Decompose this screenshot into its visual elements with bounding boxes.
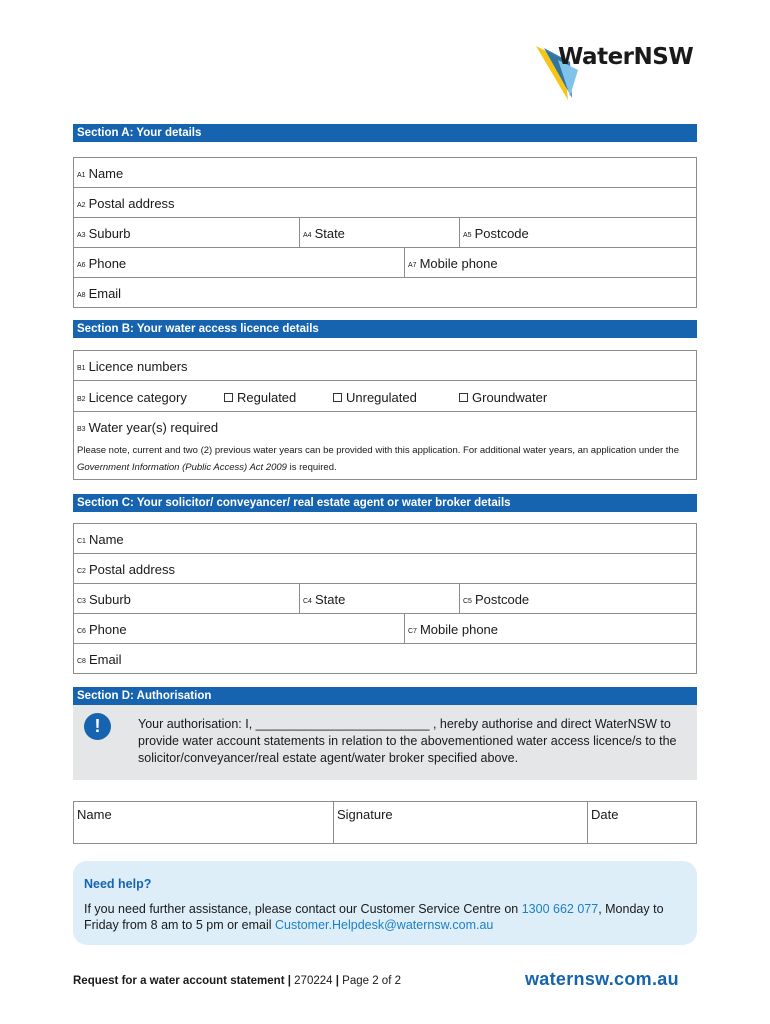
- checkbox-icon[interactable]: [333, 393, 342, 402]
- field-a6-phone[interactable]: A6 Phone: [77, 256, 127, 271]
- field-a7-mobile-phone[interactable]: A7 Mobile phone: [404, 248, 696, 277]
- section-a-table: [73, 157, 697, 308]
- row-a3-a5: [74, 218, 696, 248]
- row-c2: [74, 554, 696, 584]
- water-year-note: Please note, current and two (2) previous water years can be provided with this application. For additional water years, an application under the Government Information (Public Access) Act 2009 is required.: [77, 445, 680, 473]
- help-box: [73, 861, 697, 945]
- section-a-header: Section A: Your details: [73, 124, 697, 142]
- signature-table: [73, 801, 697, 844]
- authorisation-text: Your authorisation: I, _________________________ , hereby authorise and direct WaterNSW to provide water account statements in relation to the abovementioned water access licence/s to the solicitor/conveyancer/real estate agent/water broker specified above.: [138, 717, 677, 765]
- row-b2: [74, 381, 696, 412]
- website-url[interactable]: waternsw.com.au: [525, 969, 679, 989]
- section-c-table: [73, 523, 697, 674]
- field-a5-postcode[interactable]: A5 Postcode: [459, 218, 696, 247]
- field-c7-mobile-phone[interactable]: C7 Mobile phone: [404, 614, 696, 643]
- checkbox-groundwater[interactable]: Groundwater: [459, 390, 547, 405]
- field-a8-email[interactable]: A8 Email: [77, 286, 122, 301]
- checkbox-icon[interactable]: [224, 393, 233, 402]
- section-b-header: Section B: Your water access licence details: [73, 320, 697, 338]
- section-c-header: Section C: Your solicitor/ conveyancer/ real estate agent or water broker details: [73, 494, 697, 512]
- row-a8: [74, 278, 696, 308]
- section-d-header: Section D: Authorisation: [73, 687, 697, 705]
- footer: Request for a water account statement | 270224 | Page 2 of 2: [73, 975, 401, 987]
- field-b3-water-years[interactable]: B3 Water year(s) required Please note, current and two (2) previous water years can be provided with this application. For additional water years, an application under the Government Information (Public Access) Act 2009 is required.: [74, 412, 696, 479]
- row-b1: [74, 351, 696, 381]
- field-c1-name[interactable]: C1 Name: [77, 532, 124, 547]
- row-a1: [74, 158, 696, 188]
- checkbox-icon[interactable]: [459, 393, 468, 402]
- footer-page: Page 2 of 2: [342, 975, 401, 987]
- field-c5-postcode[interactable]: C5 Postcode: [459, 584, 696, 613]
- help-title: Need help?: [84, 877, 152, 891]
- checkbox-regulated[interactable]: Regulated: [224, 390, 296, 405]
- field-c4-state[interactable]: C4 State: [299, 584, 459, 613]
- email-link[interactable]: Customer.Helpdesk@waternsw.com.au: [275, 918, 494, 932]
- field-c6-phone[interactable]: C6 Phone: [77, 622, 127, 637]
- field-c8-email[interactable]: C8 Email: [77, 652, 122, 667]
- row-c3-c5: [74, 584, 696, 614]
- field-b2-licence-category-label: B2 Licence category: [77, 390, 187, 405]
- field-a4-state[interactable]: A4 State: [299, 218, 459, 247]
- row-c6-c7: [74, 614, 696, 644]
- field-sig-name[interactable]: Name: [77, 807, 112, 822]
- footer-code: 270224: [294, 975, 333, 987]
- exclamation-icon: !: [84, 713, 111, 740]
- field-date[interactable]: Date: [587, 802, 696, 843]
- field-b1-licence-numbers[interactable]: B1 Licence numbers: [77, 359, 188, 374]
- help-text: If you need further assistance, please contact our Customer Service Centre on 1300 662 077, Monday to Friday from 8 am to 5 pm or email Customer.Helpdesk@waternsw.com.au: [84, 902, 664, 932]
- row-a6-a7: [74, 248, 696, 278]
- field-c3-suburb[interactable]: C3 Suburb: [77, 592, 131, 607]
- checkbox-unregulated[interactable]: Unregulated: [333, 390, 417, 405]
- field-c2-postal-address[interactable]: C2 Postal address: [77, 562, 175, 577]
- field-signature[interactable]: Signature: [333, 802, 587, 843]
- logo-text: WaterNSW: [558, 44, 694, 70]
- waternsw-logo: [534, 40, 714, 102]
- field-a3-suburb[interactable]: A3 Suburb: [77, 226, 131, 241]
- phone-link[interactable]: 1300 662 077: [521, 902, 599, 916]
- footer-doc-title: Request for a water account statement: [73, 975, 285, 987]
- row-a2: [74, 188, 696, 218]
- field-a1-name[interactable]: A1 Name: [77, 166, 124, 181]
- row-b3: [74, 412, 696, 480]
- row-c8: [74, 644, 696, 674]
- section-b-table: [73, 350, 697, 480]
- row-c1: [74, 524, 696, 554]
- field-a2-postal-address[interactable]: A2 Postal address: [77, 196, 175, 211]
- authorisation-box: [73, 705, 697, 780]
